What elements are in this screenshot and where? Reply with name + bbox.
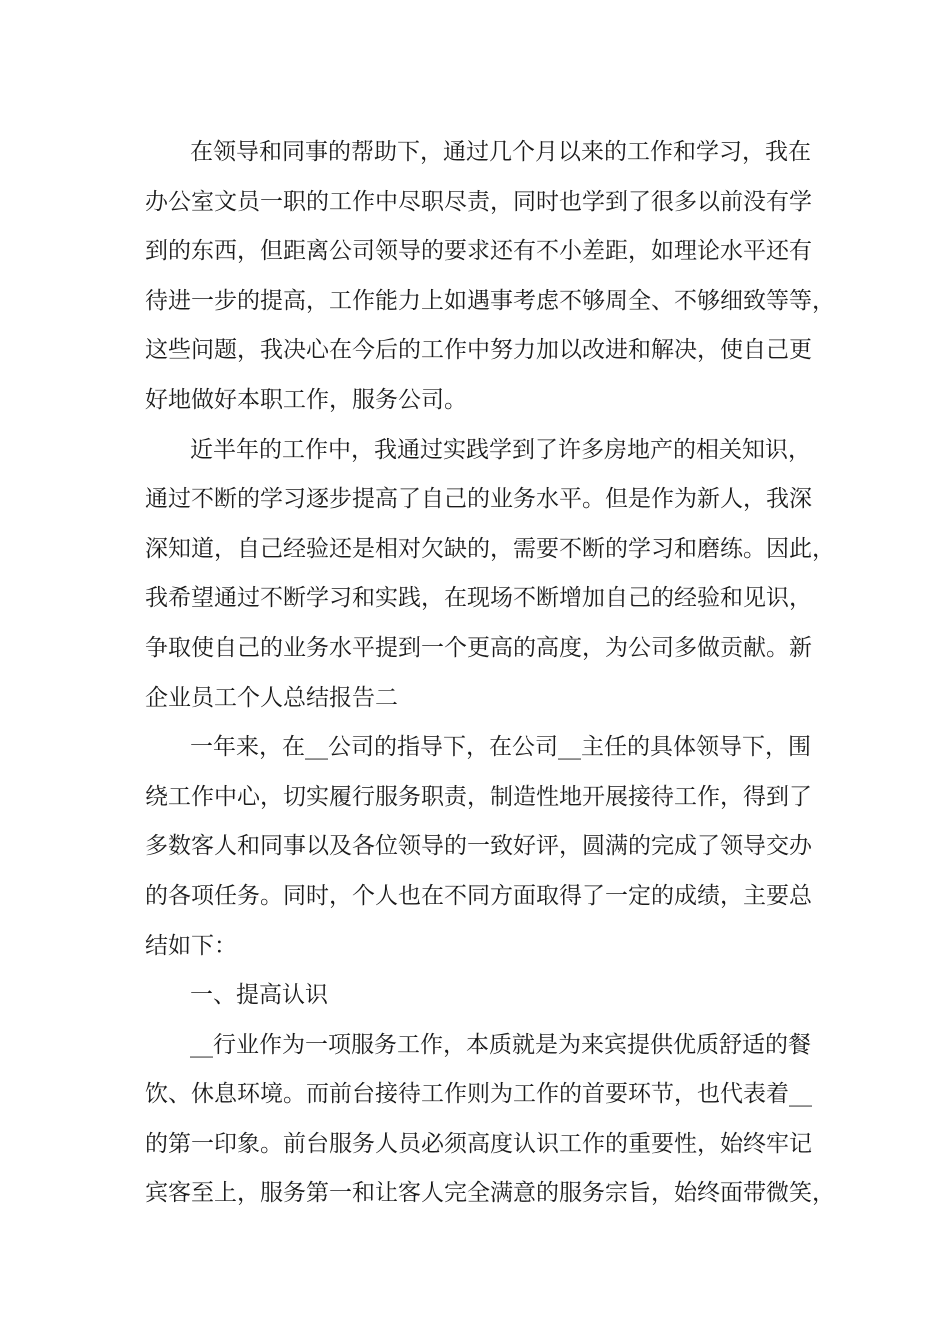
paragraph-line: __行业作为一项服务工作，本质就是为来宾提供优质舒适的餐 [190,1031,811,1058]
paragraph-line: 争取使自己的业务水平提到一个更高的高度，为公司多做贡献。新 [145,634,812,661]
paragraph-line: 办公室文员一职的工作中尽职尽责，同时也学到了很多以前没有学 [145,188,812,215]
paragraph-line: 绕工作中心，切实履行服务职责，制造性地开展接待工作，得到了 [145,783,812,810]
paragraph-line: 结如下： [145,932,237,959]
paragraph-line: 宾客至上，服务第一和让客人完全满意的服务宗旨，始终面带微笑， [145,1180,835,1207]
paragraph-line: 这些问题，我决心在今后的工作中努力加以改进和解决，使自己更 [145,337,812,364]
paragraph-line: 深知道，自己经验还是相对欠缺的，需要不断的学习和磨练。因此， [145,535,835,562]
document-body [145,128,835,1219]
paragraph-line: 多数客人和同事以及各位领导的一致好评，圆满的完成了领导交办 [145,833,812,860]
paragraph-line: 在领导和同事的帮助下，通过几个月以来的工作和学习，我在 [190,139,811,165]
paragraph-line: 的第一印象。前台服务人员必须高度认识工作的重要性，始终牢记 [145,1130,812,1157]
paragraph-line: 通过不断的学习逐步提高了自己的业务水平。但是作为新人，我深 [145,486,812,513]
paragraph-line: 我希望通过不断学习和实践，在现场不断增加自己的经验和见识， [145,585,812,612]
section-title-line: 企业员工个人总结报告二 [145,684,398,711]
paragraph-line: 近半年的工作中，我通过实践学到了许多房地产的相关知识， [190,436,811,463]
paragraph-line: 的各项任务。同时，个人也在不同方面取得了一定的成绩，主要总 [145,882,812,909]
paragraph-line: 待进一步的提高，工作能力上如遇事考虑不够周全、不够细致等等， [145,287,835,314]
section-heading: 一、提高认识 [190,982,328,1009]
paragraph-line: 到的东西，但距离公司领导的要求还有不小差距，如理论水平还有 [145,238,812,265]
paragraph-line: 一年来，在__公司的指导下，在公司__主任的具体领导下，围 [190,734,811,761]
paragraph-line: 饮、休息环境。而前台接待工作则为工作的首要环节，也代表着__ [145,1081,812,1108]
paragraph-line: 好地做好本职工作，服务公司。 [145,386,467,413]
